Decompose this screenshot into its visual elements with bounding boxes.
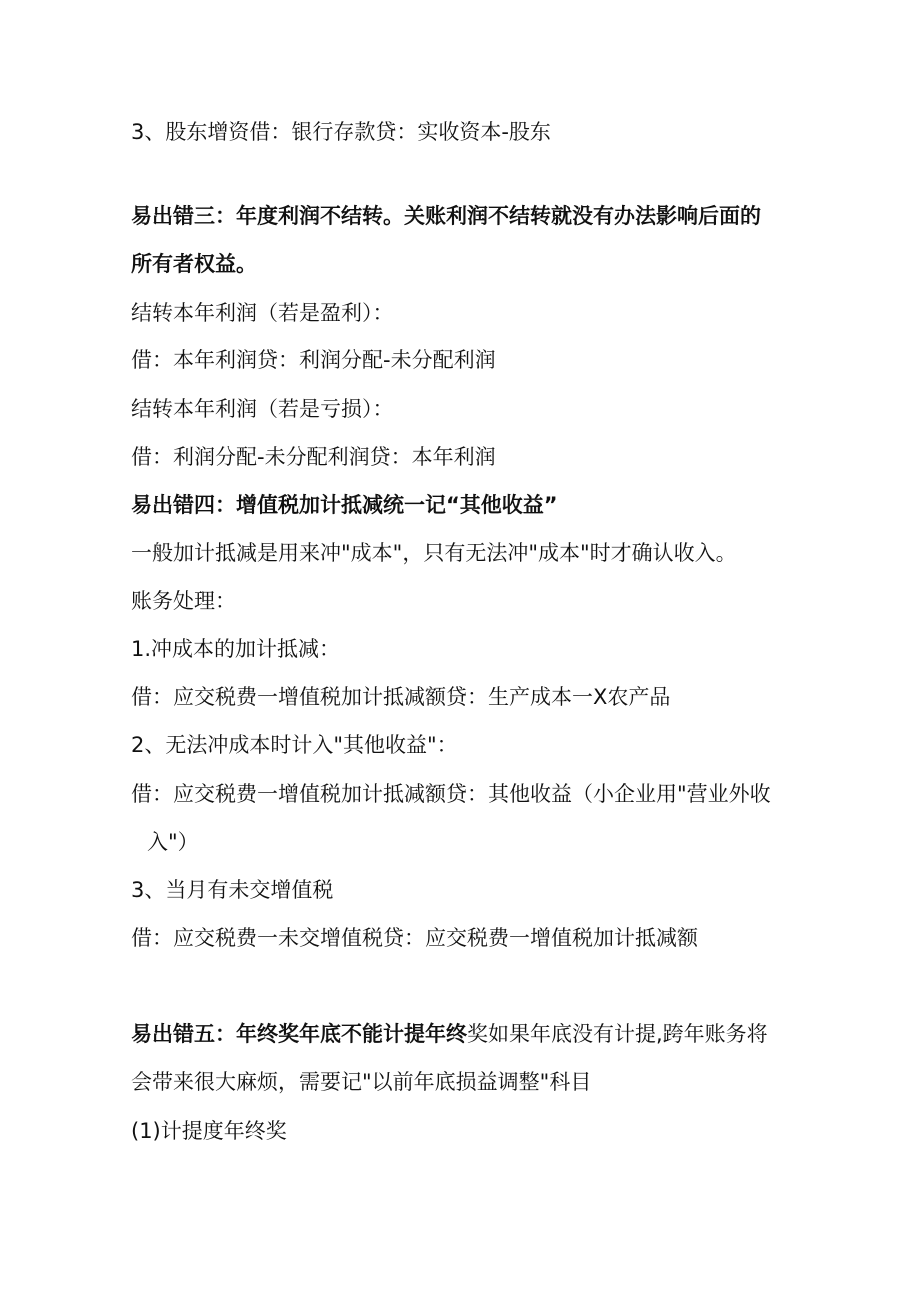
text-line-loss-title: 结转本年利润（若是亏损）： <box>131 397 394 421</box>
text-line-item-2: 2、无法冲成本时计入"其他收益"： <box>131 733 458 757</box>
text-line-profit-entry: 借：本年利润贷：利润分配-未分配利润 <box>131 348 496 372</box>
text-line-item-1: 1.冲成本的加计抵减： <box>131 637 341 661</box>
heading-error-3-cont: 所有者权益。 <box>131 252 257 276</box>
text-line-loss-entry: 借：利润分配-未分配利润贷：本年利润 <box>131 445 496 469</box>
text-line-entry-3: 借：应交税费一未交增值税贷：应交税费一增值税加计抵减额 <box>131 926 698 950</box>
text-line-general: 一般加计抵减是用来冲"成本"，只有无法冲"成本"时才确认收入。 <box>131 541 737 565</box>
text-line-item-bonus: (1)计提度年终奖 <box>131 1119 287 1143</box>
text-line-profit-title: 结转本年利润（若是盈利）： <box>131 301 394 325</box>
text-line-entry-1: 借：应交税费一增值税加计抵减额贷：生产成本一Ⅹ农产品 <box>131 685 671 709</box>
text-line-error-5-cont: 会带来很大麻烦，需要记"以前年底损益调整"科目 <box>131 1070 592 1094</box>
text-line-entry-2-cont: 入"） <box>147 830 199 854</box>
heading-error-5: 易出错五：年终奖年底不能计提年终 <box>131 1022 467 1046</box>
text-line-item-3: 3、当月有未交增值税 <box>131 878 334 902</box>
heading-error-4: 易出错四：增值税加计抵减统一记“其他收益” <box>131 493 558 517</box>
text-line-entry-2: 借：应交税费一增值税加计抵减额贷：其他收益（小企业用"营业外收 <box>131 782 771 806</box>
text-line-1: 3、股东增资借：银行存款贷：实收资本-股东 <box>131 120 551 144</box>
heading-error-3: 易出错三：年度利润不结转。关账利润不结转就没有办法影响后面的 <box>131 204 761 228</box>
paragraph-error-5 <box>131 1019 811 1049</box>
text-line-accounting: 账务处理： <box>131 589 236 613</box>
text-error-5-body: 奖如果年底没有计提,跨年账务将 <box>467 1022 768 1046</box>
